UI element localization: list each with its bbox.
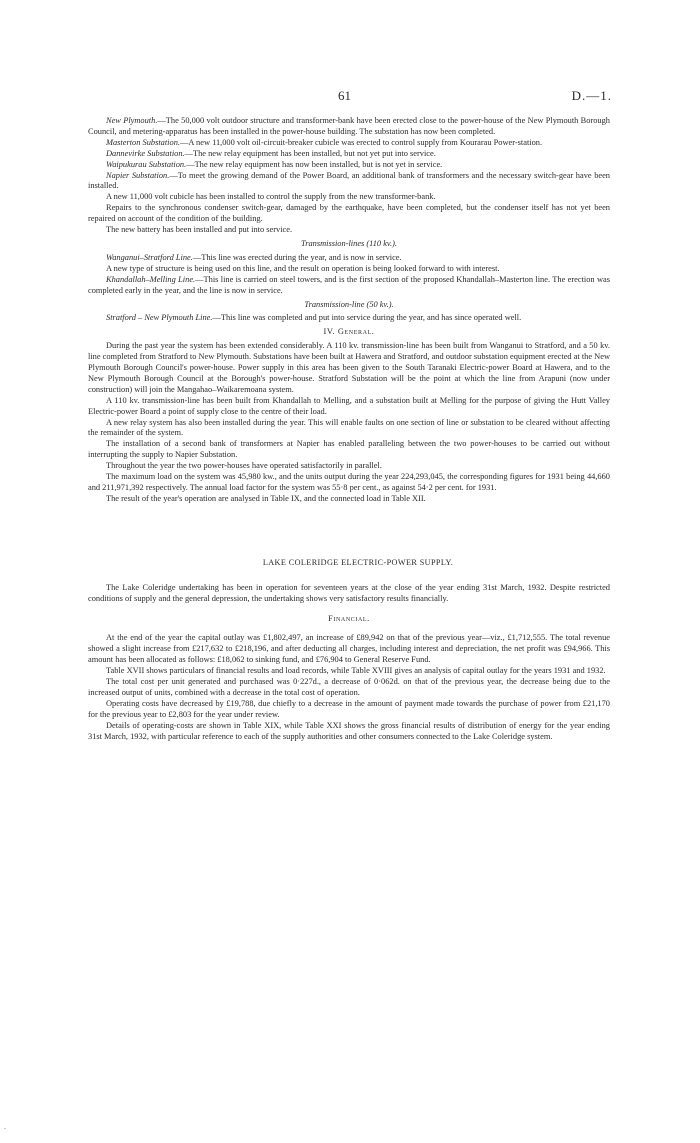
paragraph <box>88 275 610 297</box>
section-heading: Financial. <box>328 613 370 623</box>
paragraph-text: —The new relay equipment has been installed, but not yet put into service. <box>184 148 436 158</box>
chapter-heading: LAKE COLERIDGE ELECTRIC-POWER SUPPLY. <box>262 557 454 567</box>
paragraph: Operating costs have decreased by £19,788, due chiefly to a decrease in the amount of payment made towards the purchase of power from £21,170 for the previous year to £2,803 for the year under review. <box>88 698 610 719</box>
paragraph-text: —The new relay equipment has now been installed, but is not yet in service. <box>186 159 443 169</box>
paragraph: The new battery has been installed and put into service. <box>106 225 293 235</box>
paragraph <box>88 160 610 171</box>
paragraph: The installation of a second bank of transformers at Napier has enabled paralleling between the two power-houses to be carried out without interrupting the supply to Napier Substation. <box>88 439 610 460</box>
paragraph <box>88 171 610 193</box>
page-number: 61 <box>338 88 351 103</box>
paragraph <box>88 149 610 160</box>
paragraph: A new type of structure is being used on this line, and the result on operation is being looked forward to with interest. <box>106 263 500 273</box>
section-spacer <box>88 569 610 583</box>
run-in-heading: New Plymouth. <box>106 116 158 125</box>
paragraph: A new relay system has also been installed during the year. This will enable faults on one section of line or substation to be cleared without affecting the remainder of the system. <box>88 417 610 438</box>
document-body <box>88 116 610 743</box>
paragraph: A new 11,000 volt cubicle has been installed to control the supply from the new transformer-bank. <box>106 192 436 202</box>
paragraph-text: —To meet the growing demand of the Power Board, an additional bank of transformers and the necessary switch-gear have been installed. <box>88 170 610 191</box>
section-heading: Transmission-line (50 kv.). <box>304 299 394 309</box>
paragraph: At the end of the year the capital outlay was £1,802,497, an increase of £89,942 on that of the previous year—viz., £1,712,555. The total revenue showed a slight increase from £217,632 to £218,196, and after deducting all charges, including interest and depreciation, the net profit was £94,966. This amount has been allocated as follows: £18,062 to sinking fund, and £76,904 to General Reserve Fund. <box>88 633 610 665</box>
paragraph: The maximum load on the system was 45,980 kw., and the units output during the year 224,293,045, the corresponding figures for 1931 being 44,660 and 211,971,392 respectively. The annual load factor for the system was 55·8 per cent., as against 54·2 per cent. for 1931. <box>88 472 610 492</box>
page-header <box>88 88 612 104</box>
margin-mark: . <box>4 1122 6 1131</box>
run-in-heading: Wanganui–Stratford Line. <box>106 252 193 262</box>
section-spacer <box>88 605 610 611</box>
paragraph-text: —This line was erected during the year, and is now in service. <box>192 252 402 262</box>
run-in-heading: Dannevirke Substation. <box>106 148 185 158</box>
paragraph <box>88 116 610 138</box>
paragraph: The Lake Coleridge undertaking has been in operation for seventeen years at the close of the year ending 31st March, 1932. Despite restricted conditions of supply and the general depression, the undertaking shows very satisfactory results financially. <box>88 582 610 603</box>
run-in-heading: Waipukurau Substation. <box>106 159 187 169</box>
paragraph: Details of operating-costs are shown in Table XIX, while Table XXI shows the gross financial results of distribution of energy for the year ending 31st March, 1932, with particular reference to each of the supply authorities and other consumers connected to the Lake Coleridge system. <box>88 720 610 741</box>
paragraph: The result of the year's operation are analysed in Table IX, and the connected load in Table XII. <box>106 493 426 503</box>
paragraph <box>88 253 610 264</box>
paragraph: During the past year the system has been extended considerably. A 110 kv. transmission-line has been built from Wanganui to Stratford, and a 50 kv. line completed from Stratford to New Plymouth. Substations have been built at Hawera and Stratford, and outdoor substation equipment erected at the New Plymouth Borough Council's power-house. Power supply in this area has been given to the South Taranaki Electric-power Board at Hawera, and to the New Plymouth Borough Council at the Borough's power-house. Stratford Substation will be the point at which the line from Arapuni (now under construction) will join the Mangahao–Waikaremoana system. <box>88 341 610 394</box>
document-reference: D.—1. <box>571 88 612 103</box>
paragraph: A 110 kv. transmission-line has been built from Khandallah to Melling, and a substation built at Melling for the purpose of giving the Hutt Valley Electric-power Board a point of supply close to the centre of their load. <box>88 395 610 416</box>
paragraph-text: —The 50,000 volt outdoor structure and transformer-bank have been erected close to the power-house of the New Plymouth Borough Council, and metering-apparatus has been installed in the power-house building. The substation has now been completed. <box>88 116 610 136</box>
paragraph: The total cost per unit generated and purchased was 0·227d., a decrease of 0·062d. on that of the previous year, the decrease being due to the increased output of units, combined with a decrease in the total cost of operation. <box>88 677 610 697</box>
section-heading: Transmission-lines (110 kv.). <box>301 238 397 248</box>
paragraph-text: —This line is carried on steel towers, and is the first section of the proposed Khandallah–Masterton line. The erection was completed early in the year, and the line is now in service. <box>88 274 610 295</box>
run-in-heading: Napier Substation. <box>106 170 170 180</box>
run-in-heading: Stratford – New Plymouth Line. <box>106 313 213 323</box>
paragraph-text: —A new 11,000 volt oil-circuit-breaker cubicle was erected to control supply from Kourarau Power-station. <box>179 137 543 147</box>
run-in-heading: Masterton Substation. <box>106 137 180 147</box>
paragraph: Table XVII shows particulars of financial results and load records, while Table XVIII gives an analysis of capital outlay for the years 1931 and 1932. <box>106 666 606 676</box>
run-in-heading: Khandallah–Melling Line. <box>106 274 196 284</box>
section-spacer <box>88 505 610 558</box>
paragraph <box>88 313 610 324</box>
paragraph: Repairs to the synchronous condenser switch-gear, damaged by the earthquake, have been completed, but the condenser itself has not yet been repaired on account of the condition of the building. <box>88 203 610 224</box>
paragraph <box>88 138 610 149</box>
section-heading: IV. General. <box>323 327 375 337</box>
paragraph: Throughout the year the two power-houses have operated satisfactorily in parallel. <box>106 461 382 471</box>
paragraph-text: —This line was completed and put into service during the year, and has since operated well. <box>212 313 522 323</box>
